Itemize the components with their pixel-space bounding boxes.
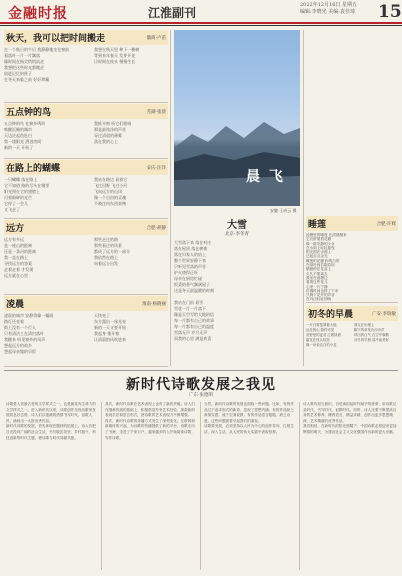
poem-header-band — [4, 220, 168, 235]
section-title: 江淮副刊 — [148, 6, 197, 20]
article-byline: 广东·张德明 — [189, 393, 213, 398]
center-photo — [174, 30, 300, 206]
poem-author: 广安·李瑞敏 — [372, 311, 396, 317]
poem-author: 芜湖·张晨 — [146, 109, 166, 115]
poem-header-band — [4, 160, 168, 175]
poem-header-band — [4, 30, 168, 45]
poem-author: 北京·李冬青 — [225, 232, 249, 237]
poem-body-2: 我站在路边 看着它 飞过田野 飞过小河 飞向远方的山冈 像一个自由的灵魂 不被任何东西束缚 — [94, 177, 128, 206]
poem-title: 睡莲 — [308, 220, 327, 230]
poem-title: 凌晨 — [6, 300, 25, 310]
poem-header-band — [4, 104, 168, 119]
poem-body-2: 我走在田埂上 脚下的草发出沙沙声 呼出的白气 在空中飘散 初冬的早晨 清冷而美好 — [354, 323, 389, 342]
poem-header-band — [306, 216, 398, 231]
poem-author: 合肥·许辉 — [376, 221, 396, 227]
column-divider — [170, 30, 171, 366]
poem-butterfly — [4, 160, 168, 219]
poem-body-2: 天快亮了 东方露出一丝光亮 新的一天又要开始 我起身 推开窗 让清晨的风吹进来 — [94, 313, 126, 342]
poem-body: 在一个秋日的午后 我静静地坐在窗前 看落叶一片一片飘落 像时间在指尖悄悄流走 我想把这些时光都搬走 放进记忆的匣子 在冬天来临之前 好好珍藏 — [4, 47, 70, 82]
date-info — [300, 2, 357, 16]
poem-five-oclock-bird — [4, 104, 168, 159]
column-divider — [200, 402, 201, 570]
poem-title: 在路上的蝴蝶 — [6, 164, 61, 174]
article-column-4: 诗人要有担当意识，自觉承担起时代赋予的使命，用诗歌记录时代、书写时代、讴歌时代。同时，诗人还要不断提高自身的艺术修养，锤炼语言，精益求精，创作出更多思想精深、艺术精湛的优秀作品。 我们相信，在新时代的阳光照耀下，中国诗歌必将迎来更加辉煌的明天，为建设社会主义文化强国作出新的更大贡献。 — [303, 402, 397, 434]
article-headline: 新时代诗歌发展之我见 — [126, 377, 276, 393]
poem-dawn — [4, 296, 168, 367]
poem-title: 五点钟的鸟 — [6, 108, 52, 118]
masthead-rule-thin — [0, 25, 402, 26]
editor-line: 编辑:李晓光 美编:袁佳琦 — [300, 9, 355, 15]
article-column-2: 其次，新时代诗歌在艺术表现上也有了新的突破。诗人们在继承传统的基础上，积极借鉴外来艺术经验，探索新的表现手法和语言形式，使诗歌的艺术表现力不断增强。 再次，新时代诗歌的传播方式发生了深刻变化。互联网和新媒体的兴起，为诗歌的传播提供了新的平台，诗歌走出了书斋，走进了千家万户，越来越多的人开始阅读诗歌、写作诗歌。 — [105, 402, 195, 440]
poem-body-2: 那些走过的路 那些看过的风景 都成了远方的一部分 我依然在路上 向着远方出发 — [94, 237, 130, 266]
poem-title: 大雪 — [227, 220, 247, 231]
poem-body: 五点钟的鸟 在窗外鸣叫 唤醒沉睡的城市 天边泛起鱼肚白 第一缕阳光 洒进房间 新的一天 开始了 — [4, 121, 46, 150]
poem-header-band — [306, 306, 398, 321]
photo-credit: 安徽·王成云 摄 — [270, 208, 297, 213]
poem-body: 池塘里的睡莲 在清晨醒来 它们舒展着花瓣 像一群安静的少女 在水面上轻轻摇曳 阳光照在水面上 泛起点点金光 睡莲的花瓣 粉的白的 在绿叶间若隐若现 蜻蜓停在花蕊上 久久不愿离去 我坐在池塘边 看着这些花儿 心里一片宁静 仿佛时间也停了下来 只剩下花开的声音 在耳边轻轻回响 — [306, 233, 347, 302]
poem-body: 一只蝴蝶 落在路上 它不知道 路的尽头在哪里 阳光照在它的翅膀上 闪着细碎的光芒 它停了一会儿 又飞走了 — [4, 177, 50, 212]
poem-distance — [4, 220, 168, 295]
page-number: 15 — [378, 2, 402, 22]
poem-body-2: 我想在秋天里 种下一棵树 等到来年春天 发芽开花 让时间在枝头 慢慢生长 — [94, 47, 140, 64]
poem-author: 合肥·胡静 — [146, 225, 166, 231]
column-divider — [101, 402, 102, 570]
poem-heavy-snow — [174, 216, 300, 366]
article-column-3: 当然，新时代诗歌的发展也面临一些问题。比如，有的作品过于追求形式的新奇，忽视了思想内涵；有的作品缺乏真情实感，流于空洞说教；有的作品语言粗糙，缺乏诗意。这些问题需要引起我们的重视。 诗歌要发展，必须坚持以人民为中心的创作导向，扎根生活，深入生活，从人民的伟大实践中汲取营养。 — [204, 402, 294, 434]
poem-early-winter-morning — [306, 306, 398, 366]
bottom-rule — [4, 370, 398, 371]
poem-body-2: 我站在门前 看雪 雪花一片一片落下 像是天空写给大地的信 每一片都有自己的故事 每一片都有自己的温度 雪落无声 岁月无声 而我的心里 满是欢喜 — [174, 300, 214, 341]
poem-header-band — [4, 296, 168, 311]
poem-body: 凌晨的城市 安静得像一幅画 路灯还亮着 街上没有一个行人 只有清洁工在清扫落叶 我醒来 听见窗外的风声 想起远方的故乡 想起母亲做的早饭 — [4, 313, 54, 354]
article-column-1: 诗歌是人类最古老的文学样式之一，也是最富有生命力的文学样式之一。进入新时代以来，诗歌创作呈现出繁荣发展的良好态势，诗人们以饱满的热情书写时代、讴歌人民，涌现出一大批优秀作品。 新时代诗歌的发展，首先体现在题材的拓展上。诗人们把目光投向广阔的社会生活，书写脱贫攻坚、乡村振兴、科技创新等时代主题，使诗歌与时代同频共振。 — [6, 402, 96, 440]
column-divider — [303, 30, 304, 366]
poem-title: 远方 — [6, 224, 25, 234]
poem-author: 安庆·汪洋 — [146, 165, 166, 171]
photo-caption: 晨 飞 — [246, 169, 285, 185]
poem-body: 一片白雾笼罩着大地 远处的山 隐约可见 田野里的麦苗 泛着绿意 霜花在枝头绽放 像一朵朵洁白的小花 — [306, 323, 341, 347]
newspaper-logo: 金融时报 — [8, 6, 68, 22]
poem-autumn — [4, 30, 168, 103]
poem-body: 远方有多远 是一座山的距离 还是一条河的距离 我一直在路上 寻找远方的答案 走着走着 才发现 远方就在心里 — [4, 237, 36, 278]
poem-body-2: 我推开窗 听它们歌唱 那是最纯净的声音 穿过清晨的薄雾 落在我的心上 — [94, 121, 132, 144]
date-line: 2022年12月16日 星期五 — [300, 2, 358, 8]
poem-water-lily — [306, 216, 398, 303]
poem-author: 淮南·杨晓丽 — [142, 301, 166, 307]
poem-author: 徽商·卢苗 — [146, 35, 166, 41]
poem-title: 初冬的早晨 — [308, 310, 354, 320]
column-divider — [299, 402, 300, 570]
poem-body: 大雪落下来 落在村庄 落在屋顶 落在树梢 落在归家人的肩上 整个世界安静下来 只听见雪落的声音 炉火烧得正旺 母亲在厨房忙碌 饭菜的香气飘满屋子 这是冬天最温暖的时刻 — [174, 240, 214, 293]
poem-title: 秋天，我可以把时间搬走 — [6, 34, 106, 44]
masthead-rule — [0, 22, 402, 24]
